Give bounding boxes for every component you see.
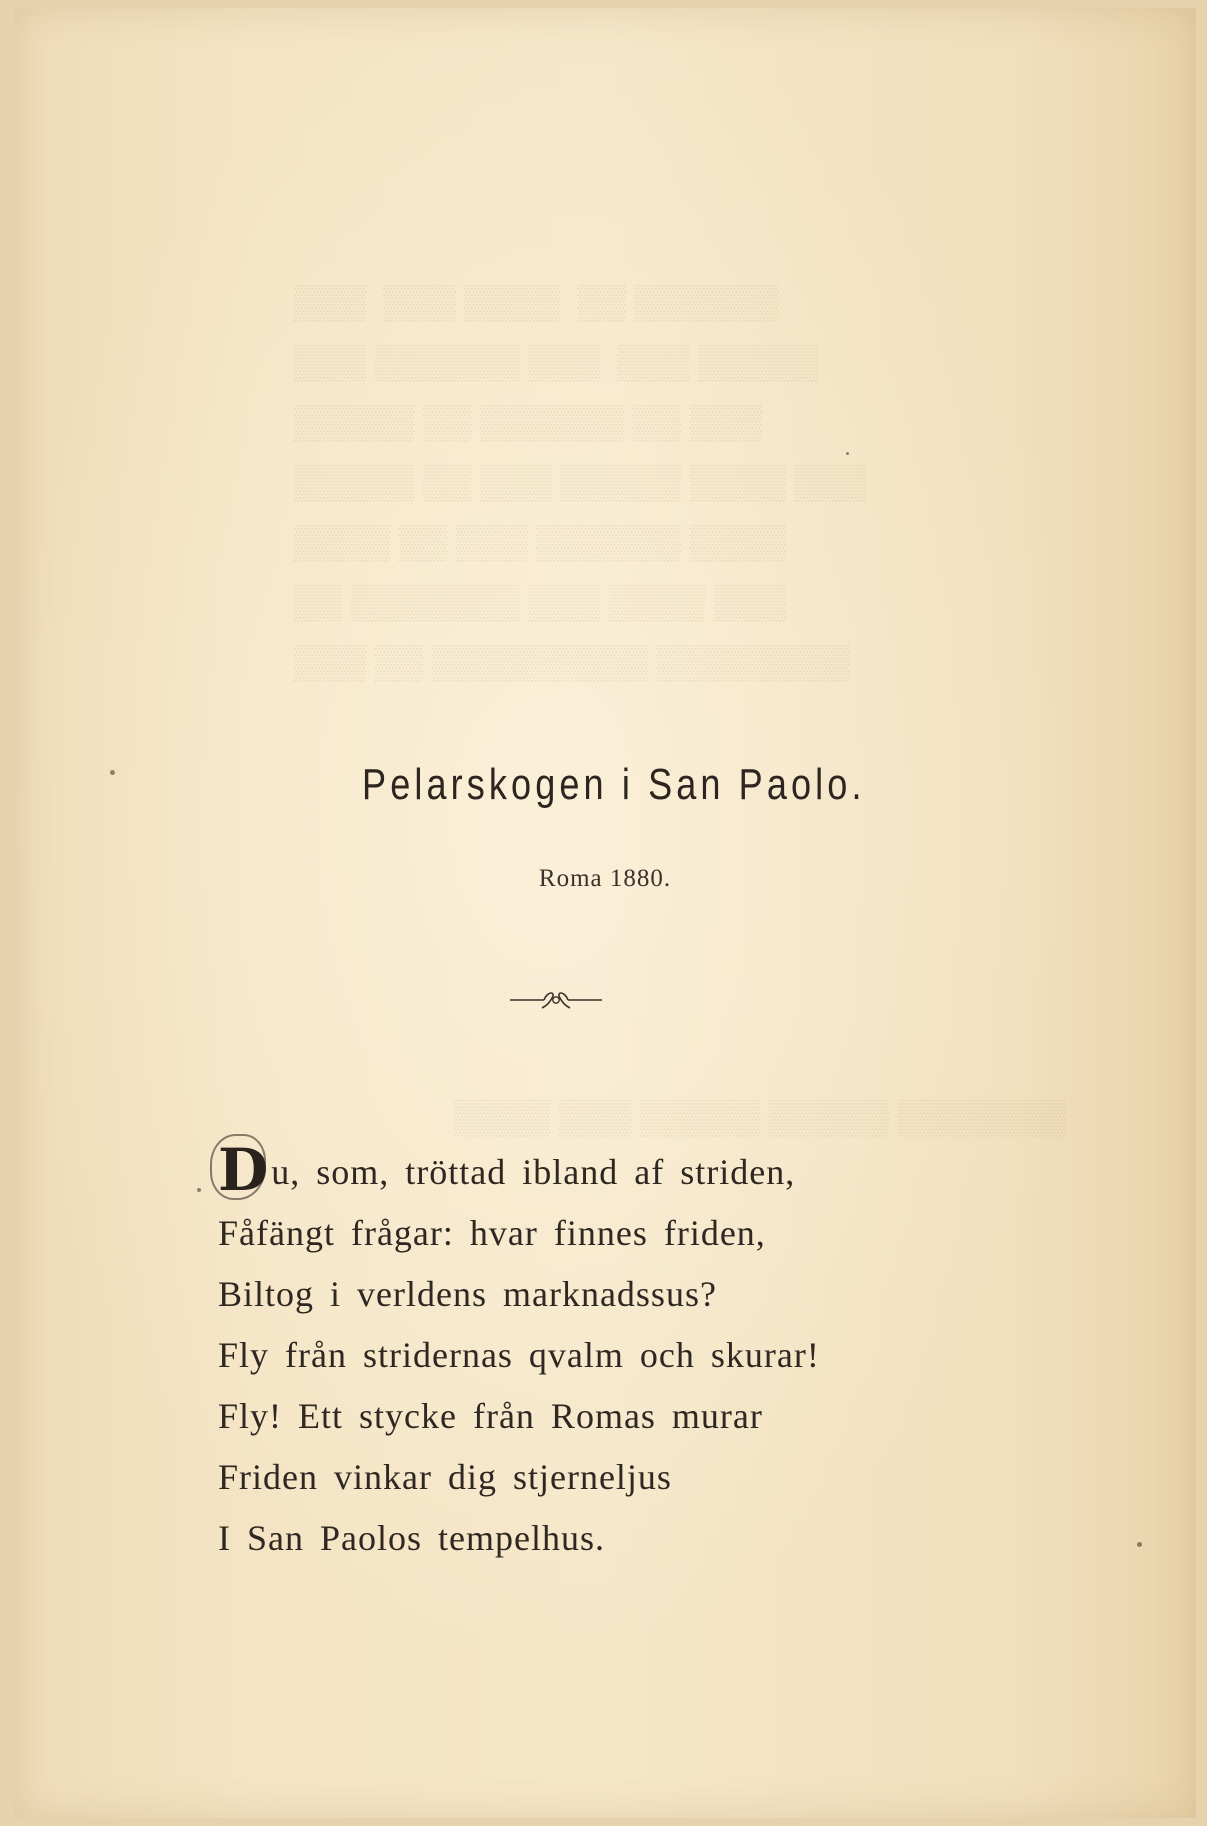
poem-stanza: [218, 1136, 820, 1569]
poem-line-5: Fly! Ett stycke från Romas murar: [218, 1396, 763, 1436]
book-page: [14, 8, 1196, 1818]
scroll-ornament-icon: [506, 984, 606, 1014]
poem-line-7: I San Paolos tempelhus.: [218, 1518, 605, 1558]
bleed-through-lower: ▒▒▒▒ ▒▒▒ ▒▒▒▒▒ ▒▒▒▒▒ ▒▒▒▒▒▒▒: [454, 1099, 1067, 1136]
poem-line-3: Biltog i verldens marknadssus?: [218, 1274, 717, 1314]
page-title: Pelarskogen i San Paolo.: [362, 760, 866, 809]
place-date: Roma 1880.: [538, 865, 672, 892]
poem-line-2: Fåfängt frågar: hvar finnes friden,: [218, 1213, 766, 1253]
paper-speck: [197, 1188, 201, 1192]
poem-line-4: Fly från stridernas qvalm och skurar!: [218, 1335, 820, 1375]
bleed-through-upper: ▒▒▒ ▒▒▒ ▒▒▒▒ ▒▒ ▒▒▒▒▒▒ ▒▒▒ ▒▒▒▒▒▒ ▒▒▒ ▒▒▒ ▒▒▒▒▒ ▒▒▒▒▒ ▒▒ ▒▒▒▒▒▒ ▒▒ ▒▒▒ ▒▒▒▒▒ ▒▒ ▒▒▒ ▒▒▒▒▒ ▒▒▒▒ ▒▒▒ ▒▒▒▒ ▒▒ ▒▒▒ ▒▒▒▒▒▒ ▒▒▒▒ ▒▒ ▒▒▒▒▒▒▒ ▒▒▒ ▒▒▒▒ ▒▒▒ ▒▒▒ ▒▒ ▒▒▒▒▒▒▒▒▒ ▒▒▒▒▒▒▒▒: [294, 284, 867, 681]
paper-speck: [1137, 1542, 1142, 1547]
dropcap-initial: D: [218, 1136, 270, 1204]
poem-line-6: Friden vinkar dig stjerneljus: [218, 1457, 672, 1497]
paper-speck: [846, 452, 849, 455]
poem-line-text: u, som, tröttad ibland af striden,: [271, 1152, 796, 1192]
paper-speck: [110, 770, 115, 775]
poem-line-1: [218, 1136, 820, 1204]
